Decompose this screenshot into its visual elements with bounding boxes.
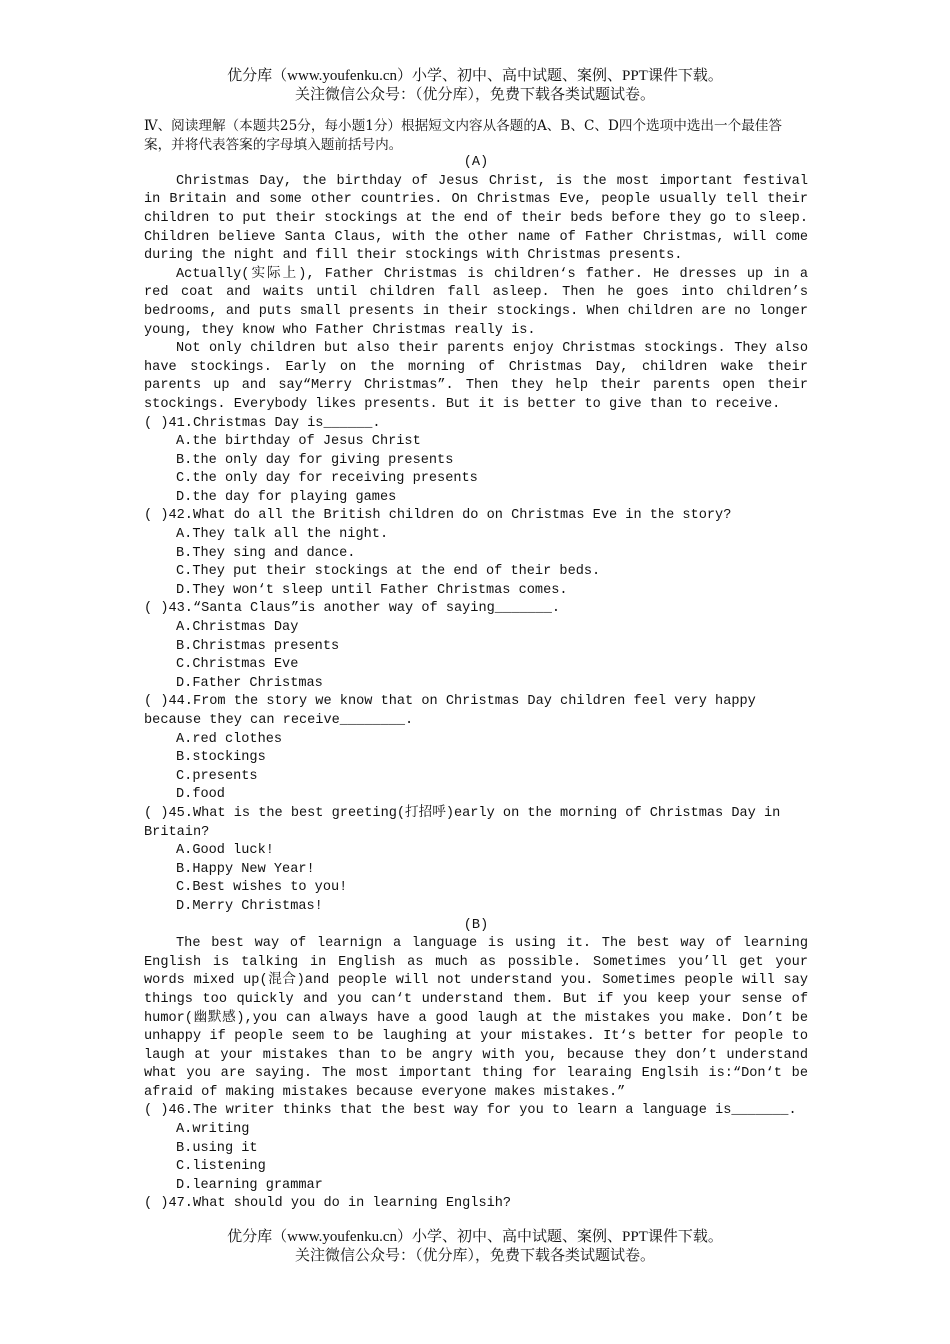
page-footer [0,1228,950,1266]
option-a: A.Good luck! [176,843,274,859]
option-c: C.Best wishes to you! [176,880,348,896]
option-a: A.red clothes [176,731,283,747]
question-44 [144,693,808,805]
header-line-1: 优分库（www.youfenku.cn）小学、初中、高中试题、案例、PPT课件下载。 [227,68,723,84]
passage-b-label: (B) [463,917,489,933]
option-b: B.the only day for giving presents [176,452,454,468]
question-stem: ( )42.What do all the British children do on Christmas Eve in the story? [144,508,732,524]
question-45 [144,805,808,917]
passage-a-paragraph: Christmas Day, the birthday of Jesus Christ, is the most important festival in Britain and some other countries. On Christmas Eve, people usually tell their children to put their stockings at the end of their beds before they go to sleep. Children believe Santa Claus, with the other name of Father Christmas, will come during the night and fill their stockings with Christmas presents. [144,173,808,264]
option-d: D.Father Christmas [176,675,323,691]
section-title: Ⅳ、阅读理解（本题共25分，每小题1分）根据短文内容从各题的A、B、C、D四个选项中选出一个最佳答案，并将代表答案的字母填入题前括号内。 [144,118,782,153]
passage-a-paragraph: Not only children but also their parents enjoy Christmas stockings. They also have stockings. Early on the morning of Christmas Day, children wake their parents up and say“Merry Christmas”. Then they help their parents open their stockings. Everybody likes presents. But it is better to give than to receive. [144,341,808,412]
question-47 [144,1195,808,1214]
footer-line-2: 关注微信公众号：（优分库），免费下载各类试题试卷。 [294,1248,655,1264]
option-a: A.the birthday of Jesus Christ [176,434,421,450]
footer-line-1: 优分库（www.youfenku.cn）小学、初中、高中试题、案例、PPT课件下载。 [227,1229,723,1245]
option-a: A.They talk all the night. [176,527,389,543]
option-d: D.the day for playing games [176,489,397,505]
option-b: B.using it [176,1140,258,1156]
option-a: A.Christmas Day [176,620,299,636]
option-b: B.They sing and dance. [176,545,356,561]
question-stem: ( )47.What should you do in learning Englsih? [144,1196,512,1212]
question-41 [144,415,808,508]
option-b: B.Happy New Year! [176,861,315,877]
option-c: C.Christmas Eve [176,657,299,673]
page-header [0,67,950,105]
option-d: D.They won‘t sleep until Father Christmas comes. [176,582,568,598]
question-stem: ( )45.What is the best greeting(打招呼)early on the morning of Christmas Day in Britain? [144,805,781,840]
passage-a-label: (A) [463,155,489,171]
option-d: D.Merry Christmas! [176,898,323,914]
option-d: D.learning grammar [176,1177,323,1193]
question-46 [144,1102,808,1195]
header-line-2: 关注微信公众号：（优分库），免费下载各类试题试卷。 [294,87,655,103]
option-c: C.presents [176,768,258,784]
passage-a-paragraph: Actually(实际上), Father Christmas is children‘s father. He dresses up in a red coat and waits until children fall asleep. Then he goes into children’s bedrooms, and puts small presents in their stockings. When children are no longer young, they know who Father Christmas really is. [144,266,808,338]
passage-b-paragraph: The best way of learnign a language is using it. The best way of learning English is talking in English as much as possible. Sometimes you’ll get your words mixed up(混合)and people will not understand you. Sometimes people will say things too quickly and you can‘t understand them. But if you keep your sense of humor(幽默感),you can always have a good laugh at the mistakes you make. Don’t be unhappy if people seem to be laughing at your mistakes. It‘s better for people to laugh at your mistakes than to be angry with you, because they don’t understand what you are saying. The most important thing for learaing Englsih is:“Don‘t be afraid of making mistakes because everyone makes mistakes.” [144,936,808,1100]
option-d: D.food [176,787,225,803]
option-b: B.Christmas presents [176,638,340,654]
option-c: C.the only day for receiving presents [176,471,478,487]
option-c: C.listening [176,1159,266,1175]
question-stem: ( )41.Christmas Day is______. [144,415,381,431]
question-42 [144,507,808,600]
question-43 [144,600,808,693]
question-stem: ( )46.The writer thinks that the best way for you to learn a language is_______. [144,1103,797,1119]
question-stem: ( )43.“Santa Claus”is another way of saying_______. [144,601,561,617]
question-stem: ( )44.From the story we know that on Christmas Day children feel very happy because they can receive________. [144,694,756,728]
option-c: C.They put their stockings at the end of their beds. [176,564,601,580]
option-b: B.stockings [176,750,266,766]
exam-content [144,117,808,1214]
option-a: A.writing [176,1122,250,1138]
